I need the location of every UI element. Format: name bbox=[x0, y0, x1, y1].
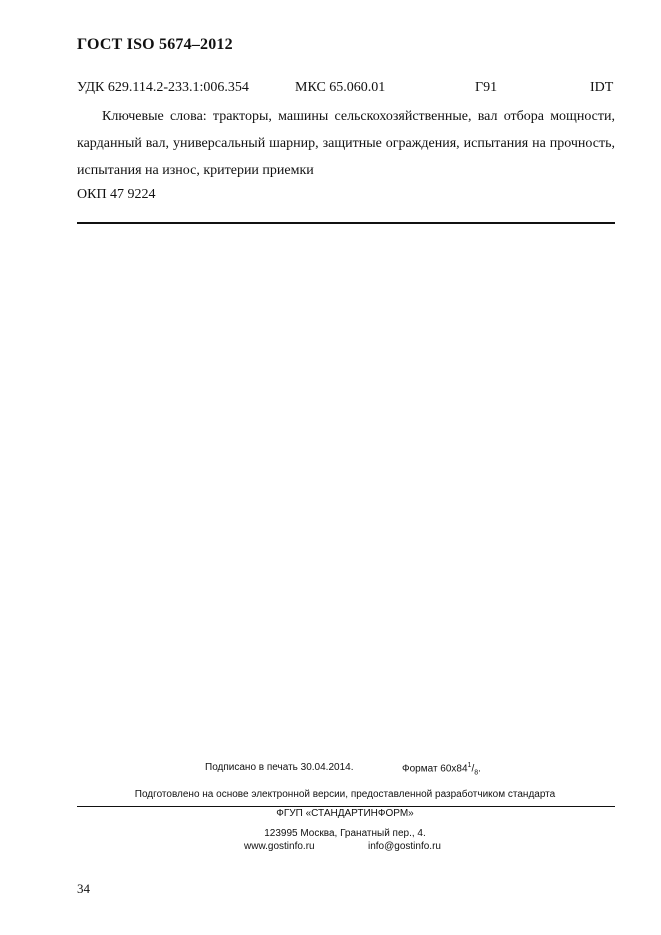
prepared-note: Подготовлено на основе электронной версии, предоставленной разработчиком стандарта bbox=[134, 789, 556, 800]
okp-code: ОКП 47 9224 bbox=[77, 187, 156, 202]
equivalence-code: IDT bbox=[590, 80, 614, 95]
publisher-name: ФГУП «СТАНДАРТИНФОРМ» bbox=[276, 808, 414, 819]
classification-codes bbox=[77, 80, 615, 98]
page-number: 34 bbox=[77, 881, 90, 896]
publisher-email[interactable]: info@gostinfo.ru bbox=[368, 841, 441, 852]
standard-title: ГОСТ ISO 5674–2012 bbox=[77, 36, 233, 53]
signed-date: Подписано в печать 30.04.2014. bbox=[205, 762, 354, 773]
mks-code: МКС 65.060.01 bbox=[295, 80, 386, 95]
print-format: Формат $60x84^1/_8$. bbox=[402, 762, 481, 777]
publisher-address: 123995 Москва, Гранатный пер., 4. bbox=[264, 828, 426, 839]
imprint-divider bbox=[77, 806, 615, 807]
udk-code: УДК 629.114.2-233.1:006.354 bbox=[77, 80, 249, 95]
publisher-website[interactable]: www.gostinfo.ru bbox=[244, 841, 315, 852]
header-divider bbox=[77, 222, 615, 224]
group-code: Г91 bbox=[475, 80, 498, 95]
keywords-paragraph: Ключевые слова: тракторы, машины сельскохозяйственные, вал отбора мощности, карданный вал, универсальный шарнир, защитные ограждения, испытания на прочность, испытания на износ, критерии приемки bbox=[77, 109, 615, 178]
